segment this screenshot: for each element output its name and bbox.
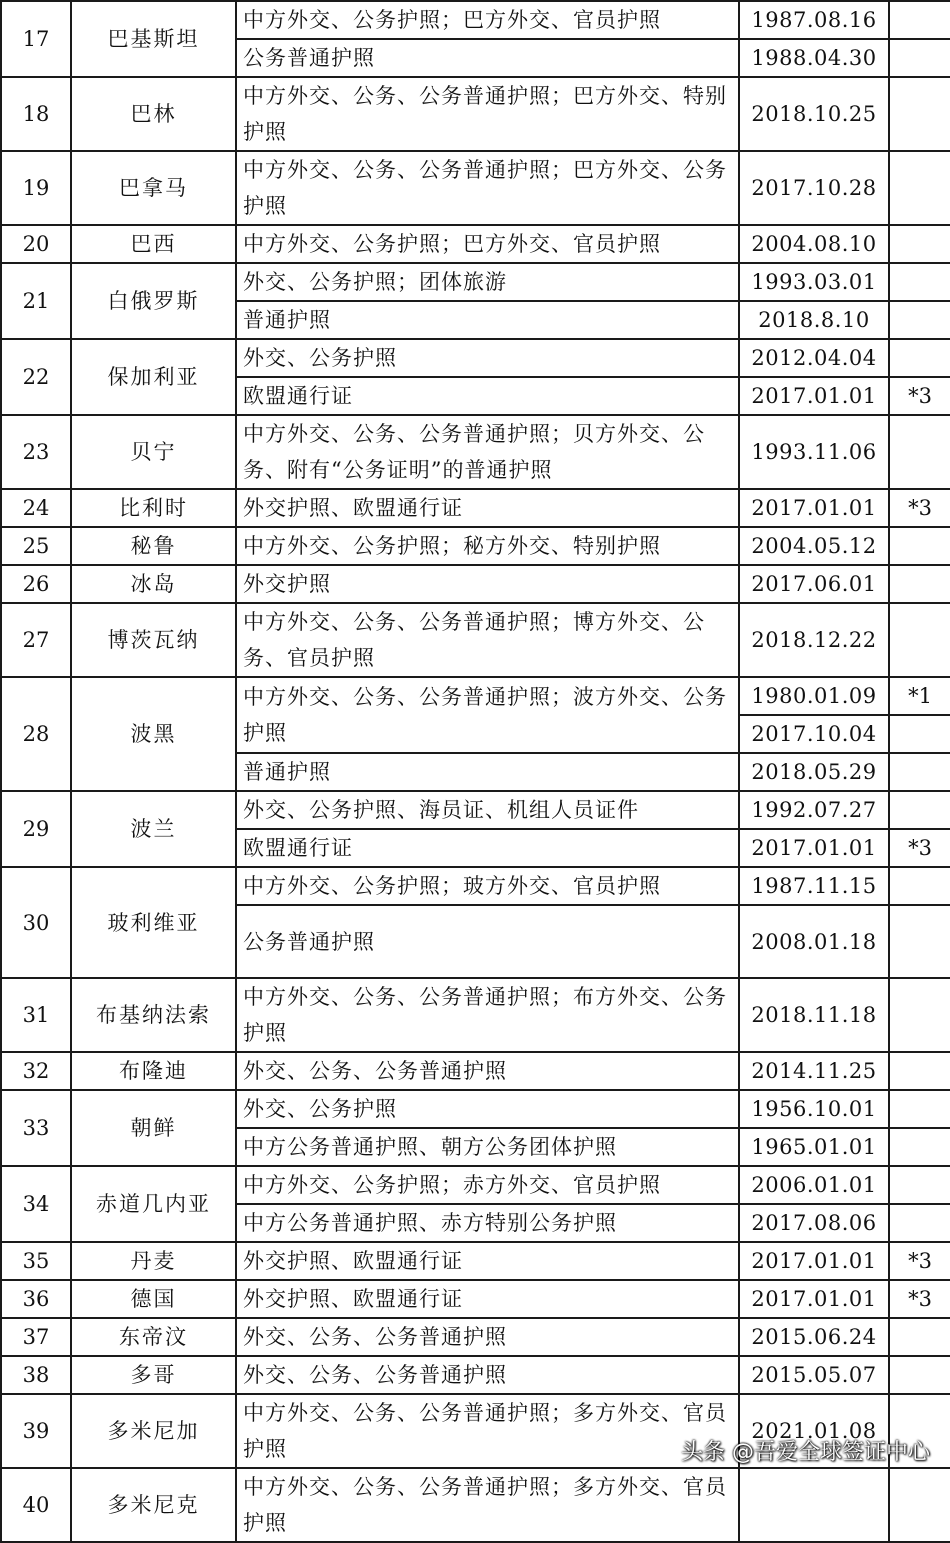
remark [889, 565, 950, 603]
country-name: 巴林 [71, 77, 236, 151]
remark [889, 339, 950, 377]
table-row [1, 791, 950, 829]
table-row [1, 1242, 950, 1280]
passport-type: 中方外交、公务、公务普通护照；布方外交、公务护照 [236, 978, 739, 1052]
passport-type: 外交护照 [236, 565, 739, 603]
table-row [1, 867, 950, 905]
passport-type: 外交、公务护照 [236, 339, 739, 377]
effective-date [739, 1468, 889, 1542]
table-row [1, 565, 950, 603]
effective-date: 1993.03.01 [739, 263, 889, 301]
effective-date: 1992.07.27 [739, 791, 889, 829]
effective-date: 2006.01.01 [739, 1166, 889, 1204]
remark: *3 [889, 1280, 950, 1318]
country-name: 巴西 [71, 225, 236, 263]
effective-date: 2008.01.18 [739, 905, 889, 978]
row-number: 24 [1, 489, 71, 527]
table-row [1, 1, 950, 39]
passport-type: 中方外交、公务、公务普通护照；多方外交、官员护照 [236, 1394, 739, 1468]
effective-date: 2014.11.25 [739, 1052, 889, 1090]
row-number: 22 [1, 339, 71, 415]
effective-date: 2017.10.04 [739, 715, 889, 753]
passport-type: 中方外交、公务、公务普通护照；巴方外交、公务护照 [236, 151, 739, 225]
country-name: 朝鲜 [71, 1090, 236, 1166]
passport-type: 欧盟通行证 [236, 829, 739, 867]
row-number: 33 [1, 1090, 71, 1166]
passport-type: 中方外交、公务、公务普通护照；贝方外交、公务、附有“公务证明”的普通护照 [236, 415, 739, 489]
effective-date: 1956.10.01 [739, 1090, 889, 1128]
table-row [1, 603, 950, 677]
passport-type: 中方外交、公务护照；巴方外交、官员护照 [236, 225, 739, 263]
remark [889, 151, 950, 225]
country-name: 贝宁 [71, 415, 236, 489]
effective-date: 2017.01.01 [739, 1242, 889, 1280]
remark [889, 1468, 950, 1542]
effective-date: 2004.08.10 [739, 225, 889, 263]
passport-type: 外交、公务、公务普通护照 [236, 1318, 739, 1356]
table-row [1, 263, 950, 301]
table-row [1, 978, 950, 1052]
row-number: 36 [1, 1280, 71, 1318]
table-row [1, 1052, 950, 1090]
effective-date: 2017.01.01 [739, 829, 889, 867]
source-watermark: 头条 @吾爱全球签证中心 [681, 1440, 930, 1465]
row-number: 17 [1, 1, 71, 77]
effective-date: 2017.08.06 [739, 1204, 889, 1242]
table-body [1, 1, 950, 1542]
remark [889, 1052, 950, 1090]
effective-date: 2017.06.01 [739, 565, 889, 603]
country-name: 德国 [71, 1280, 236, 1318]
country-name: 多米尼加 [71, 1394, 236, 1468]
country-name: 多米尼克 [71, 1468, 236, 1542]
row-number: 27 [1, 603, 71, 677]
passport-type: 公务普通护照 [236, 905, 739, 978]
passport-type: 外交护照、欧盟通行证 [236, 1280, 739, 1318]
remark [889, 39, 950, 77]
passport-type: 中方外交、公务护照；玻方外交、官员护照 [236, 867, 739, 905]
table-row [1, 339, 950, 377]
table-row [1, 1090, 950, 1128]
row-number: 18 [1, 77, 71, 151]
passport-type: 外交、公务护照 [236, 1090, 739, 1128]
passport-type: 外交、公务护照、海员证、机组人员证件 [236, 791, 739, 829]
country-name: 保加利亚 [71, 339, 236, 415]
passport-type: 中方外交、公务、公务普通护照；巴方外交、特别护照 [236, 77, 739, 151]
country-name: 赤道几内亚 [71, 1166, 236, 1242]
effective-date: 1965.01.01 [739, 1128, 889, 1166]
remark [889, 1356, 950, 1394]
passport-type: 中方外交、公务护照；巴方外交、官员护照 [236, 1, 739, 39]
row-number: 30 [1, 867, 71, 978]
table-row [1, 677, 950, 715]
passport-type: 中方外交、公务、公务普通护照；波方外交、公务护照 [236, 677, 739, 753]
row-number: 38 [1, 1356, 71, 1394]
passport-type: 普通护照 [236, 301, 739, 339]
effective-date: 2015.06.24 [739, 1318, 889, 1356]
country-name: 巴基斯坦 [71, 1, 236, 77]
effective-date: 1988.04.30 [739, 39, 889, 77]
effective-date: 1987.08.16 [739, 1, 889, 39]
passport-type: 中方外交、公务、公务普通护照；多方外交、官员护照 [236, 1468, 739, 1542]
effective-date: 2017.01.01 [739, 1280, 889, 1318]
row-number: 28 [1, 677, 71, 791]
row-number: 23 [1, 415, 71, 489]
remark [889, 791, 950, 829]
table-row [1, 415, 950, 489]
row-number: 19 [1, 151, 71, 225]
remark [889, 978, 950, 1052]
remark [889, 263, 950, 301]
row-number: 26 [1, 565, 71, 603]
effective-date: 2017.01.01 [739, 377, 889, 415]
row-number: 21 [1, 263, 71, 339]
remark [889, 415, 950, 489]
table-row [1, 1468, 950, 1542]
effective-date: 2021.01.08 [739, 1394, 889, 1468]
effective-date: 1980.01.09 [739, 677, 889, 715]
remark [889, 753, 950, 791]
remark [889, 1166, 950, 1204]
remark [889, 1128, 950, 1166]
remark [889, 1318, 950, 1356]
row-number: 34 [1, 1166, 71, 1242]
effective-date: 2012.04.04 [739, 339, 889, 377]
passport-type: 外交、公务护照；团体旅游 [236, 263, 739, 301]
country-name: 多哥 [71, 1356, 236, 1394]
country-name: 波黑 [71, 677, 236, 791]
passport-type: 外交护照、欧盟通行证 [236, 1242, 739, 1280]
passport-type: 外交、公务、公务普通护照 [236, 1052, 739, 1090]
country-name: 布隆迪 [71, 1052, 236, 1090]
remark [889, 527, 950, 565]
table-row [1, 77, 950, 151]
passport-type: 外交护照、欧盟通行证 [236, 489, 739, 527]
passport-type: 欧盟通行证 [236, 377, 739, 415]
remark [889, 603, 950, 677]
country-name: 秘鲁 [71, 527, 236, 565]
remark [889, 301, 950, 339]
country-name: 白俄罗斯 [71, 263, 236, 339]
remark [889, 225, 950, 263]
country-name: 比利时 [71, 489, 236, 527]
remark: *3 [889, 1242, 950, 1280]
table-row [1, 489, 950, 527]
row-number: 31 [1, 978, 71, 1052]
remark [889, 1, 950, 39]
row-number: 20 [1, 225, 71, 263]
table-row [1, 225, 950, 263]
effective-date: 1993.11.06 [739, 415, 889, 489]
row-number: 25 [1, 527, 71, 565]
passport-type: 中方外交、公务护照；秘方外交、特别护照 [236, 527, 739, 565]
effective-date: 2018.05.29 [739, 753, 889, 791]
country-name: 波兰 [71, 791, 236, 867]
table-row [1, 1280, 950, 1318]
country-name: 博茨瓦纳 [71, 603, 236, 677]
row-number: 37 [1, 1318, 71, 1356]
effective-date: 2017.10.28 [739, 151, 889, 225]
effective-date: 2017.01.01 [739, 489, 889, 527]
remark [889, 1090, 950, 1128]
country-name: 丹麦 [71, 1242, 236, 1280]
country-name: 冰岛 [71, 565, 236, 603]
country-name: 巴拿马 [71, 151, 236, 225]
table-row [1, 151, 950, 225]
passport-type: 中方公务普通护照、朝方公务团体护照 [236, 1128, 739, 1166]
row-number: 39 [1, 1394, 71, 1468]
remark: *3 [889, 829, 950, 867]
passport-type: 外交、公务、公务普通护照 [236, 1356, 739, 1394]
remark [889, 77, 950, 151]
effective-date: 2015.05.07 [739, 1356, 889, 1394]
effective-date: 2018.10.25 [739, 77, 889, 151]
effective-date: 2018.12.22 [739, 603, 889, 677]
table-row [1, 1166, 950, 1204]
table-row [1, 527, 950, 565]
remark [889, 905, 950, 978]
row-number: 29 [1, 791, 71, 867]
remark [889, 715, 950, 753]
row-number: 40 [1, 1468, 71, 1542]
table-row [1, 1356, 950, 1394]
remark: *3 [889, 489, 950, 527]
passport-type: 普通护照 [236, 753, 739, 791]
table-row [1, 1318, 950, 1356]
country-name: 布基纳法索 [71, 978, 236, 1052]
effective-date: 2018.11.18 [739, 978, 889, 1052]
remark: *3 [889, 377, 950, 415]
row-number: 35 [1, 1242, 71, 1280]
country-name: 东帝汶 [71, 1318, 236, 1356]
passport-type: 中方外交、公务、公务普通护照；博方外交、公务、官员护照 [236, 603, 739, 677]
country-name: 玻利维亚 [71, 867, 236, 978]
passport-type: 中方公务普通护照、赤方特别公务护照 [236, 1204, 739, 1242]
remark [889, 1204, 950, 1242]
effective-date: 1987.11.15 [739, 867, 889, 905]
remark [889, 867, 950, 905]
remark: *1 [889, 677, 950, 715]
effective-date: 2018.8.10 [739, 301, 889, 339]
passport-type: 公务普通护照 [236, 39, 739, 77]
row-number: 32 [1, 1052, 71, 1090]
passport-type: 中方外交、公务护照；赤方外交、官员护照 [236, 1166, 739, 1204]
effective-date: 2004.05.12 [739, 527, 889, 565]
